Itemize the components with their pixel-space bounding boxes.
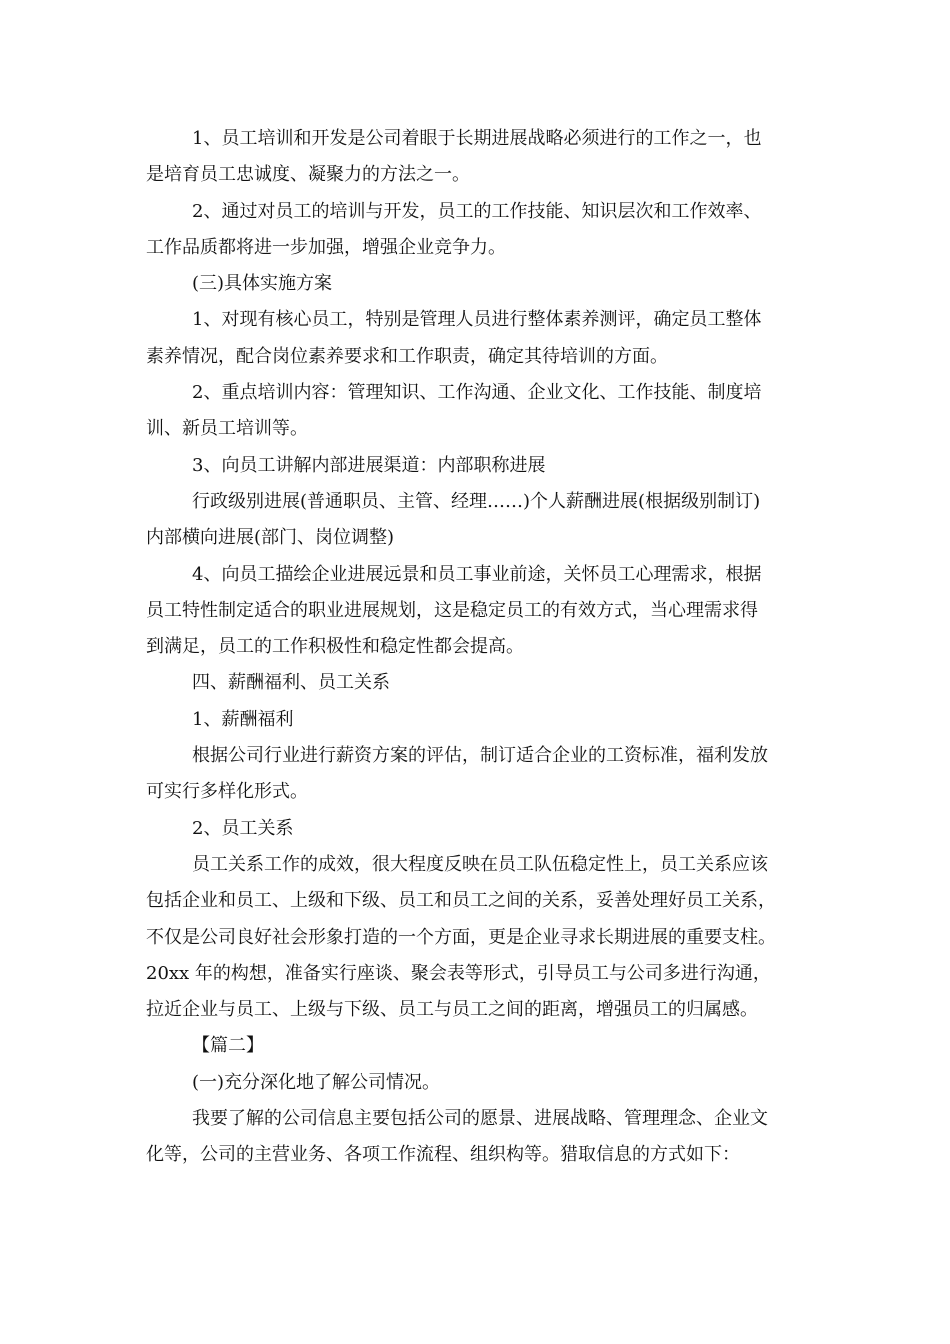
text-line: 到满足，员工的工作积极性和稳定性都会提高。 <box>146 636 524 658</box>
text-line: 【篇二】 <box>192 1035 264 1057</box>
text-line: 内部横向进展(部门、岗位调整) <box>146 527 395 549</box>
text-line: 工作品质都将进一步加强，增强企业竞争力。 <box>146 236 506 258</box>
document-page <box>146 121 808 1174</box>
text-line: 2、员工关系 <box>192 817 294 839</box>
text-line: (三)具体实施方案 <box>192 273 333 295</box>
text-line: (一)充分深化地了解公司情况。 <box>192 1071 441 1093</box>
text-line: 1、对现有核心员工，特别是管理人员进行整体素养测评，确定员工整体 <box>192 309 762 331</box>
text-line: 拉近企业与员工、上级与下级、员工与员工之间的距离，增强员工的归属感。 <box>146 999 758 1021</box>
text-line: 包括企业和员工、上级和下级、员工和员工之间的关系，妥善处理好员工关系， <box>146 890 776 912</box>
text-line: 20xx 年的构想，准备实行座谈、聚会表等形式，引导员工与公司多进行沟通， <box>146 962 771 984</box>
text-line: 四、薪酬福利、员工关系 <box>192 672 390 694</box>
text-line: 化等，公司的主营业务、各项工作流程、组织构等。猎取信息的方式如下： <box>146 1144 740 1166</box>
text-line: 2、重点培训内容：管理知识、工作沟通、企业文化、工作技能、制度培 <box>192 382 762 404</box>
text-line: 4、向员工描绘企业进展远景和员工事业前途，关怀员工心理需求，根据 <box>192 563 762 585</box>
text-line: 可实行多样化形式。 <box>146 781 308 803</box>
text-line: 3、向员工讲解内部进展渠道：内部职称进展 <box>192 454 546 476</box>
text-line: 1、员工培训和开发是公司着眼于长期进展战略必须进行的工作之一，也 <box>192 128 762 149</box>
text-line: 不仅是公司良好社会形象打造的一个方面，更是企业寻求长期进展的重要支柱。 <box>146 926 776 948</box>
text-line: 训、新员工培训等。 <box>146 418 308 440</box>
text-line: 我要了解的公司信息主要包括公司的愿景、进展战略、管理理念、企业文 <box>192 1108 768 1130</box>
text-line: 行政级别进展(普通职员、主管、经理……)个人薪酬进展(根据级别制订) <box>192 490 761 512</box>
text-line: 1、薪酬福利 <box>192 708 294 730</box>
text-line: 员工特性制定适合的职业进展规划，这是稳定员工的有效方式，当心理需求得 <box>146 599 758 621</box>
text-line: 员工关系工作的成效，很大程度反映在员工队伍稳定性上，员工关系应该 <box>192 853 768 875</box>
text-line: 素养情况，配合岗位素养要求和工作职责，确定其待培训的方面。 <box>146 345 668 367</box>
text-line: 是培育员工忠诚度、凝聚力的方法之一。 <box>146 164 470 186</box>
text-line: 根据公司行业进行薪资方案的评估，制订适合企业的工资标准，福利发放 <box>192 745 768 767</box>
text-line: 2、通过对员工的培训与开发，员工的工作技能、知识层次和工作效率、 <box>192 200 762 222</box>
